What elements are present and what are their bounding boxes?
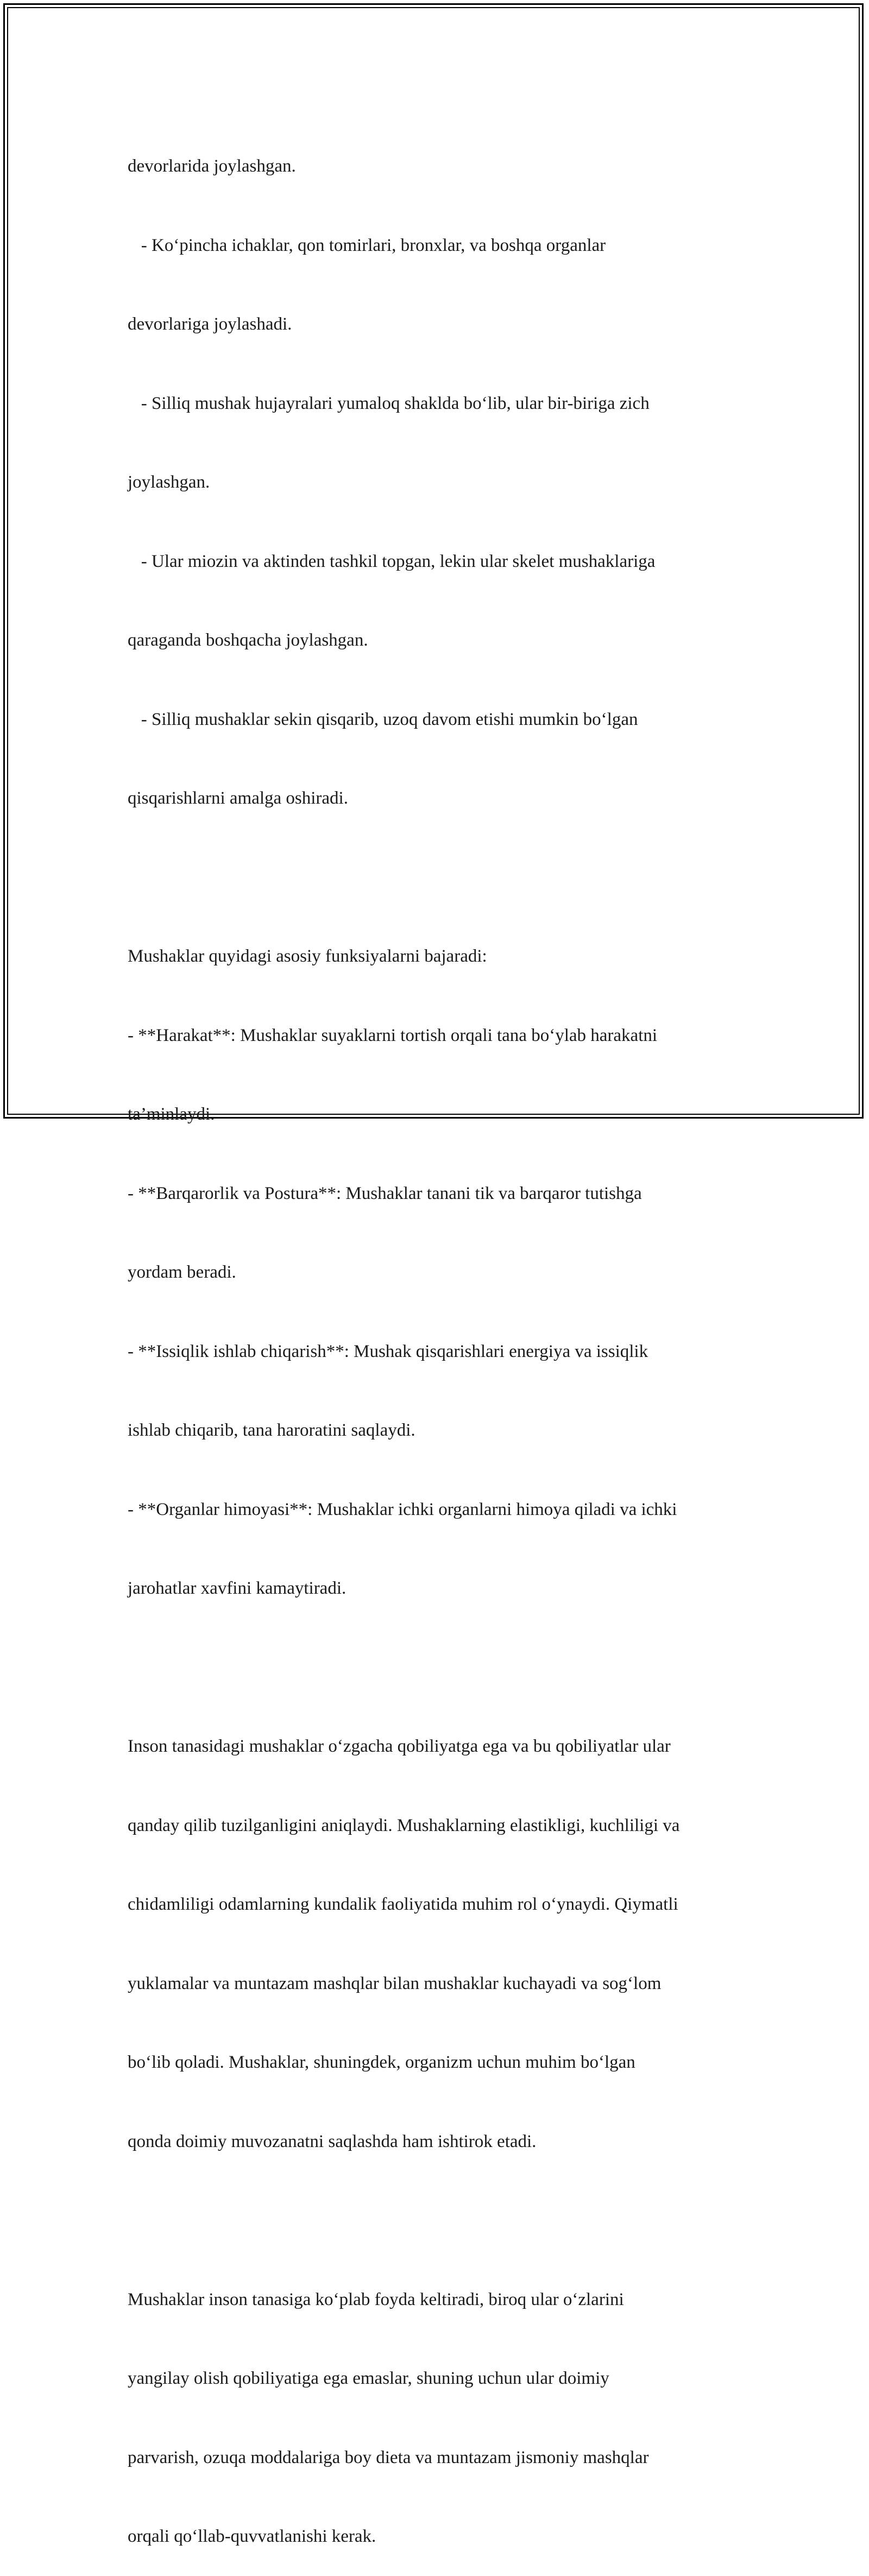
text-line: Mushaklar inson tanasiga ko‘plab foyda keltiradi, biroq ular o‘zlarini bbox=[128, 2289, 624, 2309]
text-line: yangilay olish qobiliyatiga ega emaslar, shuning uchun ular doimiy bbox=[128, 2369, 609, 2388]
text-line: qanday qilib tuzilganligini aniqlaydi. Mushaklarning elastikligi, kuchliligi va bbox=[128, 1815, 680, 1835]
text-line: joylashgan. bbox=[128, 472, 210, 492]
text-line: qaraganda boshqacha joylashgan. bbox=[128, 630, 368, 650]
text-line: ta’minlaydi. bbox=[128, 1104, 215, 1124]
text-line: - **Issiqlik ishlab chiqarish**: Mushak qisqarishlari energiya va issiqlik bbox=[128, 1341, 648, 1361]
document-body bbox=[128, 100, 758, 2576]
text-line: - Ko‘pincha ichaklar, qon tomirlari, bronxlar, va boshqa organlar bbox=[128, 235, 606, 255]
text-line: yordam beradi. bbox=[128, 1262, 236, 1282]
text-line: ishlab chiqarib, tana haroratini saqlaydi. bbox=[128, 1420, 415, 1440]
text-line: - Silliq mushak hujayralari yumaloq shaklda bo‘lib, ular bir-biriga zich bbox=[128, 393, 650, 413]
text-line: - Ular miozin va aktinden tashkil topgan, lekin ular skelet mushaklariga bbox=[128, 551, 656, 571]
text-line: yuklamalar va muntazam mashqlar bilan mushaklar kuchayadi va sog‘lom bbox=[128, 1973, 662, 1993]
text-line: - Silliq mushaklar sekin qisqarib, uzoq davom etishi mumkin bo‘lgan bbox=[128, 709, 638, 729]
text-line: qonda doimiy muvozanatni saqlashda ham ishtirok etadi. bbox=[128, 2131, 537, 2151]
text-line: - **Harakat**: Mushaklar suyaklarni tortish orqali tana bo‘ylab harakatni bbox=[128, 1025, 658, 1045]
paragraph-gap bbox=[128, 2207, 758, 2234]
text-line: - **Organlar himoyasi**: Mushaklar ichki organlarni himoya qiladi va ichki bbox=[128, 1499, 677, 1519]
text-line: chidamliligi odamlarning kundalik faoliyatida muhim rol o‘ynaydi. Qiymatli bbox=[128, 1895, 678, 1914]
paragraph-gap bbox=[128, 1655, 758, 1681]
text-line: Mushaklar quyidagi asosiy funksiyalarni bajaradi: bbox=[128, 946, 487, 966]
text-line: qisqarishlarni amalga oshiradi. bbox=[128, 788, 348, 808]
text-line: orqali qo‘llab-quvvatlanishi kerak. bbox=[128, 2527, 376, 2546]
text-line: devorlarida joylashgan. bbox=[128, 156, 296, 176]
text-line: devorlariga joylashadi. bbox=[128, 314, 292, 334]
text-line: bo‘lib qoladi. Mushaklar, shuningdek, organizm uchun muhim bo‘lgan bbox=[128, 2053, 635, 2072]
text-line: Inson tanasidagi mushaklar o‘zgacha qobiliyatga ega va bu qobiliyatlar ular bbox=[128, 1737, 671, 1756]
text-line: jarohatlar xavfini kamaytiradi. bbox=[128, 1579, 347, 1598]
text-line: parvarish, ozuqa moddalariga boy dieta va muntazam jismoniy mashqlar bbox=[128, 2447, 649, 2467]
paragraph-gap bbox=[128, 864, 758, 891]
text-line: - **Barqarorlik va Postura**: Mushaklar tanani tik va barqaror tutishga bbox=[128, 1183, 642, 1203]
